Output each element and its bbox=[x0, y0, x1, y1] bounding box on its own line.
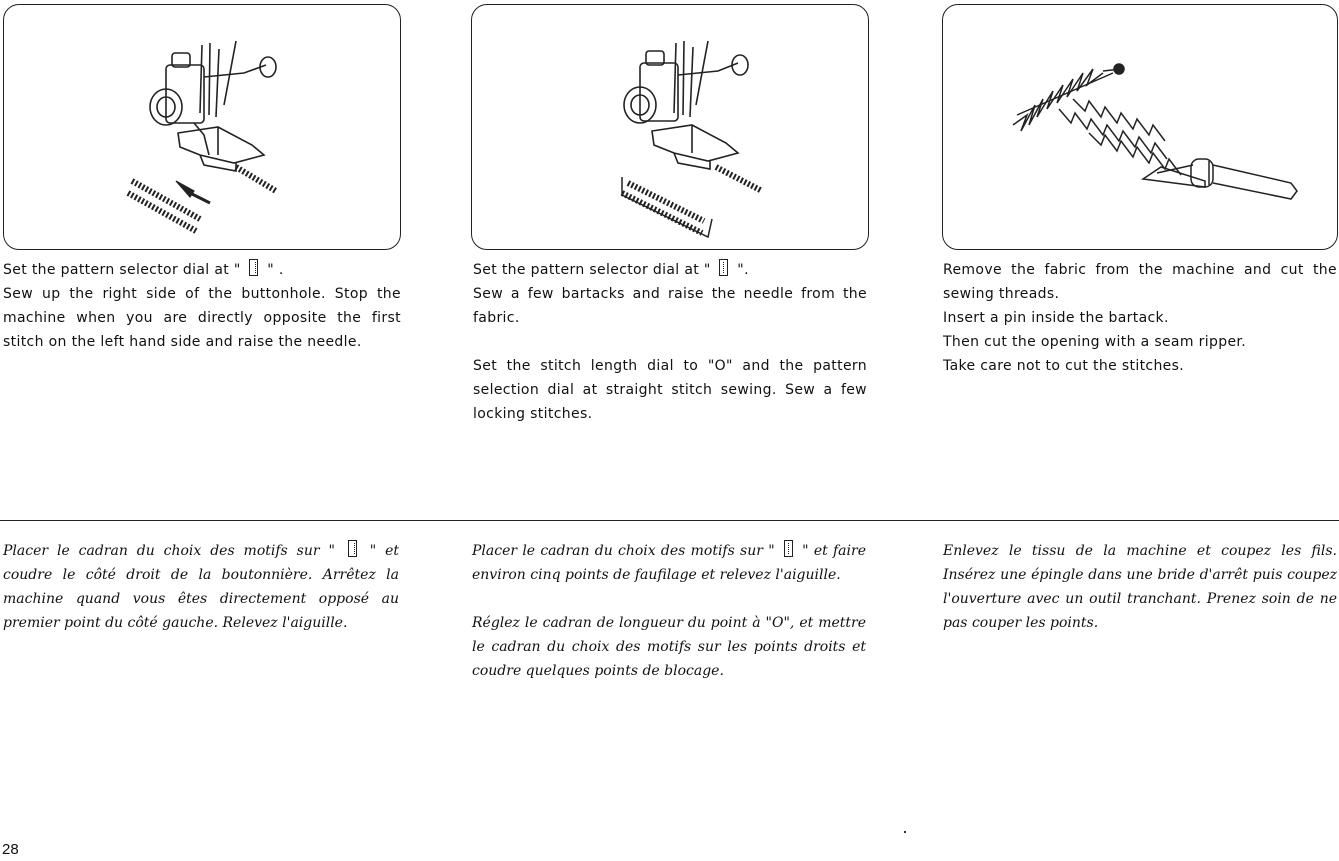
french-paragraph bbox=[472, 539, 866, 587]
instruction-text: Set the pattern selector dial at " bbox=[473, 262, 716, 278]
instruction-text: Set the pattern selector dial at " bbox=[3, 262, 246, 278]
french-paragraph bbox=[943, 539, 1337, 635]
french-instructions-step-2 bbox=[472, 539, 866, 707]
instruction-text: Insert a pin inside the bartack. bbox=[943, 310, 1169, 326]
right-bar-symbol-icon bbox=[348, 540, 357, 557]
instruction-text: Placer le cadran du choix des motifs sur " bbox=[3, 543, 344, 559]
instruction-text: Enlevez le tissu de la machine et coupez les fils. Insérez une épingle dans une bride d'arrêt puis coupez l'ouverture avec un outil tranchant. Prenez soin de ne pas couper les points. bbox=[943, 543, 1337, 631]
instruction-text: ". bbox=[732, 262, 749, 278]
instruction-text: Remove the fabric from the machine and cut the sewing threads. bbox=[943, 262, 1337, 302]
section-divider bbox=[0, 520, 1339, 521]
page-number: 28 bbox=[2, 841, 19, 858]
french-paragraph bbox=[3, 539, 399, 635]
english-instructions-step-2 bbox=[473, 258, 867, 450]
print-speck bbox=[904, 831, 906, 833]
instruction-text: Then cut the opening with a seam ripper. bbox=[943, 334, 1247, 350]
english-instructions-step-3 bbox=[943, 258, 1337, 402]
illustration-seam-ripper bbox=[942, 4, 1338, 250]
instruction-text: " et coudre le côté droit de la boutonnière. Arrêtez la machine quand vous êtes directement opposé au premier point du côté gauche. Relevez l'aiguille. bbox=[3, 543, 399, 631]
instruction-text: Réglez le cadran de longueur du point à "O", et mettre le cadran du choix des motifs sur les points droits et coudre quelques points de blocage. bbox=[472, 615, 866, 679]
instruction-text: Take care not to cut the stitches. bbox=[943, 358, 1185, 374]
english-paragraph bbox=[943, 258, 1337, 378]
instruction-text: Placer le cadran du choix des motifs sur " bbox=[472, 543, 780, 559]
french-paragraph bbox=[472, 611, 866, 683]
french-instructions-step-3 bbox=[943, 539, 1337, 659]
instruction-text: Set the stitch length dial to "O" and the pattern selection dial at straight stitch sewing. Sew a few locking stitches. bbox=[473, 358, 867, 422]
english-instructions-step-1 bbox=[3, 258, 401, 378]
illustration-presser-foot-bartack bbox=[471, 4, 869, 250]
right-bar-symbol-icon bbox=[249, 259, 258, 276]
english-paragraph bbox=[473, 354, 867, 426]
instruction-text: " . bbox=[262, 262, 284, 278]
seam-ripper-drawing bbox=[943, 5, 1337, 249]
instruction-text: " et faire environ cinq points de faufilage et relevez l'aiguille. bbox=[472, 543, 866, 583]
presser-foot-drawing bbox=[4, 5, 400, 249]
bartack-symbol-icon bbox=[719, 259, 728, 276]
english-paragraph bbox=[3, 258, 401, 354]
instruction-text: Sew a few bartacks and raise the needle from the fabric. bbox=[473, 286, 867, 326]
bartack-drawing bbox=[472, 5, 868, 249]
french-instructions-step-1 bbox=[3, 539, 399, 659]
illustration-presser-foot-right-side bbox=[3, 4, 401, 250]
bartack-symbol-icon bbox=[784, 540, 793, 557]
instruction-text: Sew up the right side of the buttonhole. Stop the machine when you are directly opposite the first stitch on the left hand side and raise the needle. bbox=[3, 286, 401, 350]
english-paragraph bbox=[473, 258, 867, 330]
